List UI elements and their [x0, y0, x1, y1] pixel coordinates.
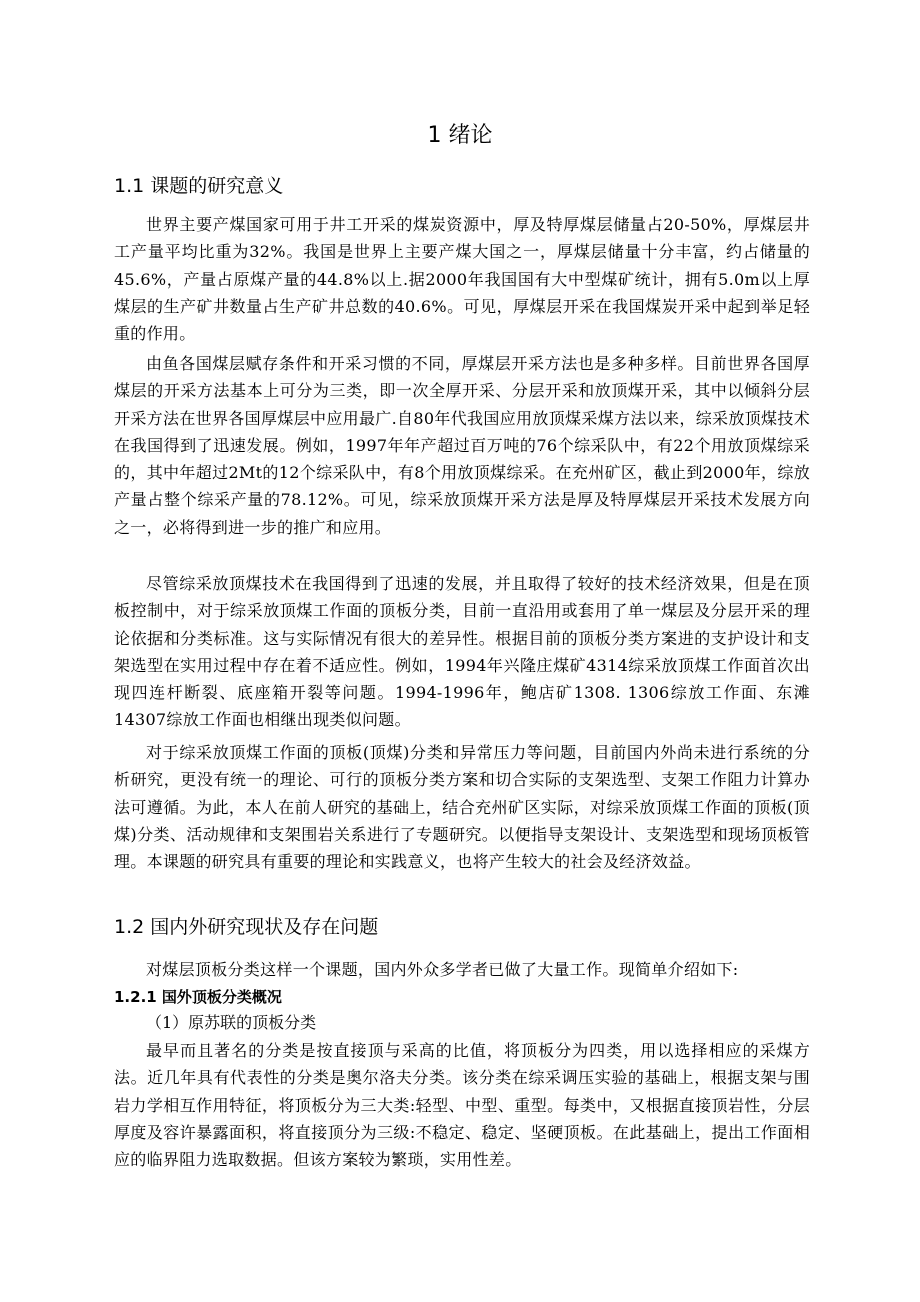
paragraph-2: 由鱼各国煤层赋存条件和开采习惯的不同，厚煤层开采方法也是多种多样。目前世界各国厚煤层的开采方法基本上可分为三类，即一次全厚开采、分层开采和放顶煤开采，其中以倾斜分层开采方法在世界各国厚煤层中应用最广.自80年代我国应用放顶煤采煤方法以来，综采放顶煤技术在我国得到了迅速发展。例如，1997年年产超过百万吨的76个综采队中，有22个用放顶煤综采的，其中年超过2Mt的12个综采队中，有8个用放顶煤综采。在充州矿区，截止到2000年，综放产量占整个综采产量的78.12%。可见，综采放顶煤开采方法是厚及特厚煤层开采技术发展方向之一，必将得到进一步的推广和应用。: [114, 354, 810, 537]
subsection-heading-1-2-1: 1.2.1 国外顶板分类概况: [114, 988, 282, 1006]
paragraph-4: 对于综采放顶煤工作面的顶板(顶煤)分类和异常压力等问题，目前国内外尚未进行系统的分析研究，更没有统一的理论、可行的顶板分类方案和切合实际的支架选型、支架工作阻力计算办法可遵循。为此，本人在前人研究的基础上，结合充州矿区实际，对综采放顶煤工作面的顶板(顶煤)分类、活动规律和支架围岩关系进行了专题研究。以便指导支架设计、支架选型和现场顶板管理。本课题的研究具有重要的理论和实践意义，也将产生较大的社会及经济效益。: [114, 743, 810, 872]
list-item-label: （1）原苏联的顶板分类: [146, 1013, 317, 1032]
chapter-title: 1 绪论: [427, 123, 493, 148]
section-heading-1-2: 1.2 国内外研究现状及存在问题: [114, 916, 379, 938]
paragraph-intro-1-2: 对煤层顶板分类这样一个课题，国内外众多学者已做了大量工作。现简单介绍如下:: [146, 960, 739, 979]
paragraph-5: 最早而且著名的分类是按直接顶与采高的比值，将顶板分为四类，用以选择相应的采煤方法。近几年具有代表性的分类是奥尔洛夫分类。该分类在综采调压实验的基础上，根据支架与围岩力学相互作用特征，将顶板分为三大类:轻型、中型、重型。每类中，又根据直接顶岩性，分层厚度及容许暴露面积，将直接顶分为三级:不稳定、稳定、坚硬顶板。在此基础上，提出工作面相应的临界阻力选取数据。但该方案较为繁琐，实用性差。: [114, 1041, 810, 1170]
section-heading-1-1: 1.1 课题的研究意义: [114, 175, 284, 197]
paragraph-1: 世界主要产煤国家可用于井工开采的煤炭资源中，厚及特厚煤层储量占20-50%，厚煤层井工产量平均比重为32%。我国是世界上主要产煤大国之一，厚煤层储量十分丰富，约占储量的45.6%，产量占原煤产量的44.8%以上.据2000年我国国有大中型煤矿统计，拥有5.0m以上厚煤层的生产矿井数量占生产矿井总数的40.6%。可见，厚煤层开采在我国煤炭开采中起到举足轻重的作用。: [114, 215, 810, 344]
paragraph-3: 尽管综采放顶煤技术在我国得到了迅速的发展，并且取得了较好的技术经济效果，但是在顶板控制中，对于综采放顶煤工作面的顶板分类，目前一直沿用或套用了单一煤层及分层开采的理论依据和分类标准。这与实际情况有很大的差异性。根据目前的顶板分类方案进的支护设计和支架选型在实用过程中存在着不适应性。例如，1994年兴隆庄煤矿4314综采放顶煤工作面首次出现四连杆断裂、底座箱开裂等问题。1994-1996年，鲍店矿1308. 1306综放工作面、东滩14307综放工作面也相继出现类似问题。: [114, 574, 810, 730]
